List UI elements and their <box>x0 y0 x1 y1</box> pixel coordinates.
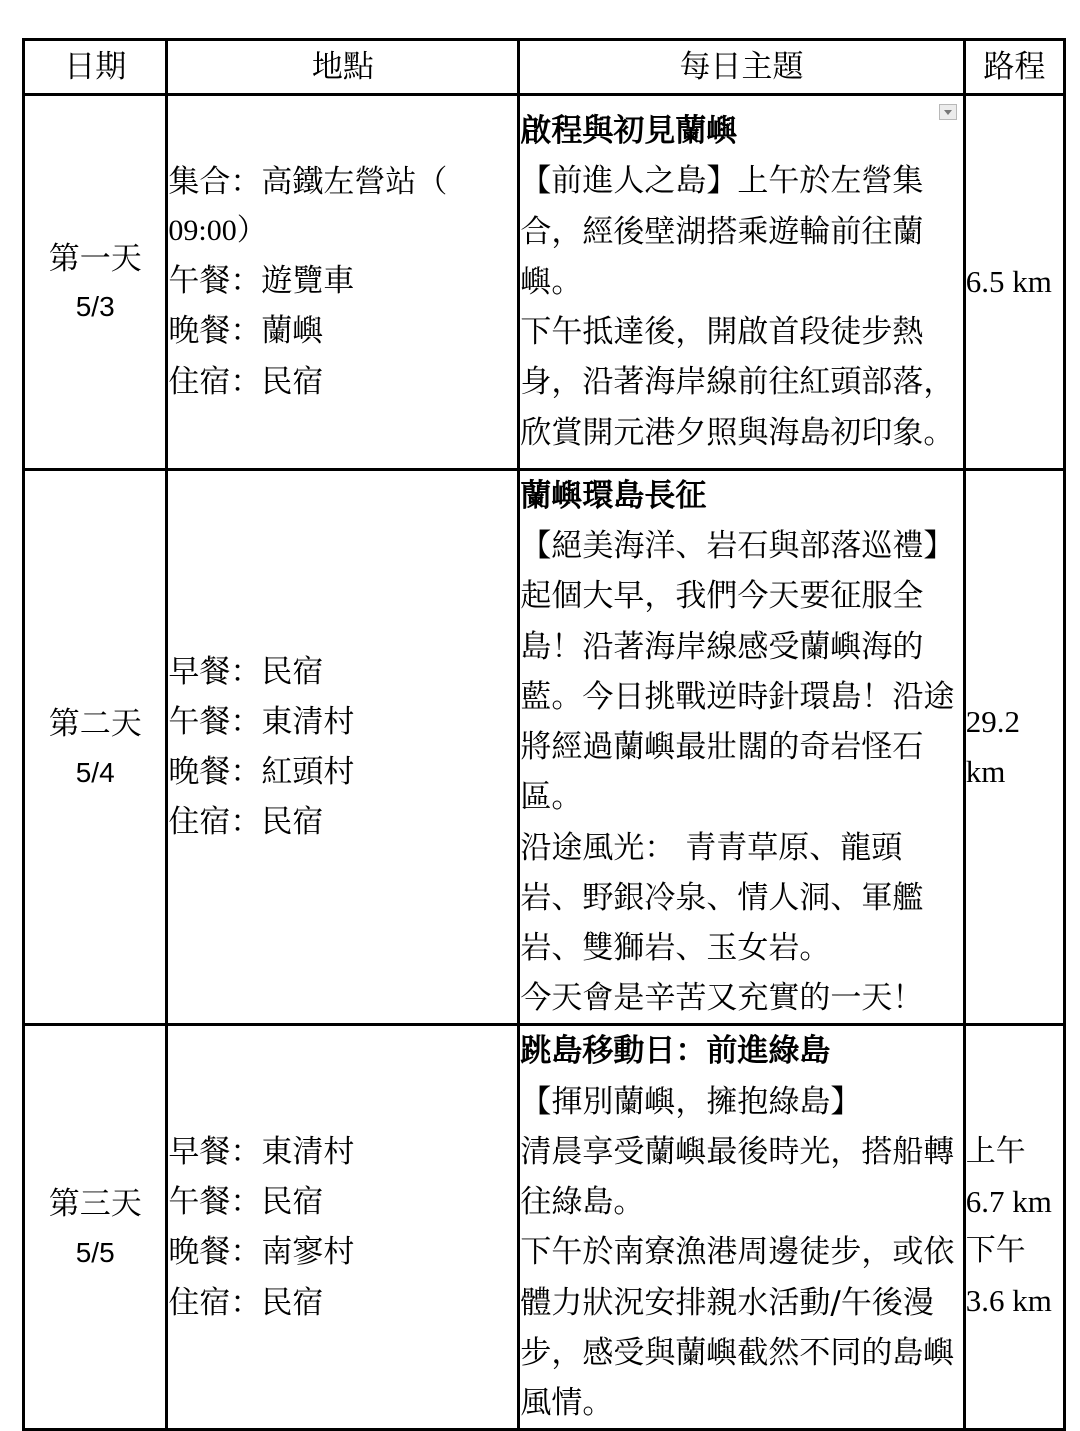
location-line: 早餐：東清村 <box>168 1133 355 1170</box>
day-row-3 <box>24 1025 1065 1430</box>
day-row-2 <box>24 470 1065 1025</box>
theme-paragraph: 清晨享受蘭嶼最後時光，搭船轉往綠島。 <box>520 1133 955 1221</box>
distance-value: 29.2 km <box>965 703 1020 790</box>
day-cell <box>24 1025 167 1430</box>
theme-paragraph: 【前進人之島】上午於左營集合，經後壁湖搭乘遊輪前往蘭嶼。 <box>520 163 924 300</box>
header-date: 日期 <box>24 40 167 95</box>
distance-value: 3.6 km <box>965 1282 1052 1318</box>
location-cell <box>167 95 519 470</box>
day-date: 5/3 <box>75 291 115 323</box>
location-line: 晚餐：蘭嶼 <box>168 313 324 350</box>
theme-cell <box>519 95 964 470</box>
location-line: 早餐：民宿 <box>168 653 324 690</box>
distance-period: 上午 <box>965 1134 1026 1170</box>
theme-title: 跳島移動日：前進綠島 <box>520 1033 831 1070</box>
theme-paragraph: 今天會是辛苦又充實的一天！ <box>520 980 924 1017</box>
location-line: 午餐：民宿 <box>168 1184 324 1221</box>
location-cell <box>167 470 519 1025</box>
day-label: 第二天 <box>48 706 142 743</box>
day-cell <box>24 470 167 1025</box>
location-line: 午餐：東清村 <box>168 703 355 740</box>
location-line: 住宿：民宿 <box>168 804 324 841</box>
distance-cell <box>964 95 1064 470</box>
header-theme: 每日主題 <box>519 40 964 95</box>
header-row <box>24 40 1065 95</box>
dropdown-arrow-icon[interactable] <box>939 104 957 120</box>
theme-cell <box>519 470 964 1025</box>
location-line: 住宿：民宿 <box>168 1284 324 1321</box>
itinerary-table <box>22 38 1066 1431</box>
day-cell <box>24 95 167 470</box>
location-line: 晚餐：南寥村 <box>168 1234 355 1271</box>
location-line: 午餐：遊覽車 <box>168 263 355 300</box>
theme-paragraph: 【絕美海洋、岩石與部落巡禮】起個大早，我們今天要征服全島！沿著海岸線感受蘭嶼海的藍。今日挑戰逆時針環島！沿途將經過蘭嶼最壯闊的奇岩怪石區。 <box>520 528 955 816</box>
day-date: 5/5 <box>75 1236 115 1268</box>
theme-paragraph: 沿途風光： 青青草原、龍頭岩、野銀冷泉、情人洞、軍艦岩、雙獅岩、玉女岩。 <box>520 829 924 966</box>
theme-paragraph: 下午於南寮漁港周邊徒步，或依體力狀況安排親水活動/午後漫步，感受與蘭嶼截然不同的島嶼風情。 <box>520 1234 955 1421</box>
theme-cell <box>519 1025 964 1430</box>
day-label: 第一天 <box>48 241 142 278</box>
day-date: 5/4 <box>75 756 115 788</box>
location-cell <box>167 1025 519 1430</box>
theme-paragraph: 【揮別蘭嶼，擁抱綠島】 <box>520 1083 862 1120</box>
distance-period: 下午 <box>965 1233 1026 1269</box>
distance-cell <box>964 470 1064 1025</box>
theme-title: 啟程與初見蘭嶼 <box>520 113 738 150</box>
day-row-1 <box>24 95 1065 470</box>
location-line: 09:00） <box>168 214 267 248</box>
location-line: 住宿：民宿 <box>168 363 324 400</box>
header-location: 地點 <box>167 40 519 95</box>
distance-value: 6.5 km <box>965 263 1052 299</box>
location-line: 晚餐：紅頭村 <box>168 754 355 791</box>
distance-cell <box>964 1025 1064 1430</box>
day-label: 第三天 <box>48 1186 142 1223</box>
distance-value: 6.7 km <box>965 1184 1052 1220</box>
theme-paragraph: 下午抵達後，開啟首段徒步熱身，沿著海岸線前往紅頭部落，欣賞開元港夕照與海島初印象。 <box>520 314 955 451</box>
header-distance: 路程 <box>964 40 1064 95</box>
theme-title: 蘭嶼環島長征 <box>520 478 707 514</box>
location-line: 集合：高鐵左營站（ <box>168 164 448 201</box>
